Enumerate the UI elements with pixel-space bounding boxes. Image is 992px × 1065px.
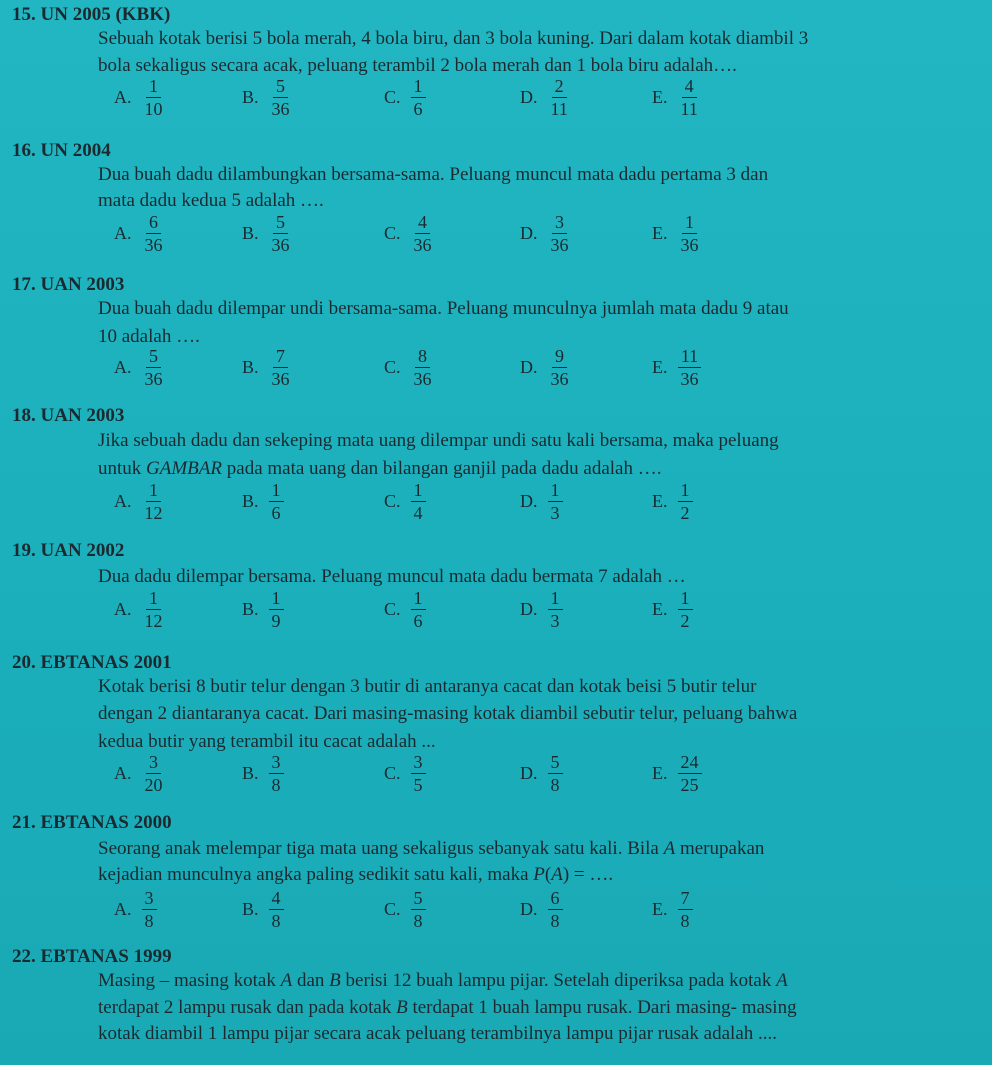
option-letter: B. <box>242 223 259 243</box>
fraction-denominator: 12 <box>144 611 163 631</box>
fraction-denominator: 6 <box>413 99 423 119</box>
question-21-options <box>0 888 992 948</box>
option-letter: D. <box>520 899 538 919</box>
question-22-text-line-3: kotak diambil 1 lampu pijar secara acak peluang terambilnya lampu pijar rusak adalah .... <box>98 1023 777 1044</box>
option-fraction <box>411 480 426 523</box>
fraction-numerator: 2 <box>552 76 567 98</box>
question-15-heading: 15. UN 2005 (KBK) <box>12 4 171 25</box>
option-fraction <box>269 76 293 119</box>
option-letter: E. <box>652 87 668 107</box>
answer-option <box>520 888 563 931</box>
question-17-heading: 17. UAN 2003 <box>12 274 125 295</box>
question-18-options <box>0 480 992 540</box>
fraction-numerator: 5 <box>273 76 288 98</box>
option-letter: A. <box>114 899 132 919</box>
answer-option <box>242 752 284 795</box>
question-17-text-line-2: 10 adalah …. <box>98 326 200 347</box>
answer-option <box>520 212 572 255</box>
option-fraction <box>142 76 166 119</box>
answer-option <box>520 480 563 523</box>
fraction-numerator: 1 <box>548 480 563 502</box>
answer-option <box>652 888 693 931</box>
fraction-denominator: 4 <box>413 503 423 523</box>
option-fraction <box>142 480 166 523</box>
option-letter: C. <box>384 899 401 919</box>
fraction-numerator: 1 <box>269 480 284 502</box>
fraction-denominator: 20 <box>144 775 163 795</box>
fraction-numerator: 1 <box>146 588 161 610</box>
answer-option <box>114 752 166 795</box>
fraction-denominator: 8 <box>271 775 281 795</box>
answer-option <box>520 752 563 795</box>
option-fraction <box>269 888 284 931</box>
option-letter: D. <box>520 599 538 619</box>
fraction-denominator: 8 <box>550 775 560 795</box>
fraction-denominator: 8 <box>144 911 154 931</box>
fraction-denominator: 36 <box>144 369 163 389</box>
option-letter: B. <box>242 491 259 511</box>
question-19-options <box>0 588 992 648</box>
fraction-numerator: 1 <box>548 588 563 610</box>
fraction-denominator: 36 <box>271 99 290 119</box>
answer-option <box>242 76 293 119</box>
option-letter: A. <box>114 357 132 377</box>
option-letter: C. <box>384 599 401 619</box>
answer-option <box>652 346 702 389</box>
question-19-heading: 19. UAN 2002 <box>12 540 125 561</box>
answer-option <box>520 588 563 631</box>
option-letter: C. <box>384 223 401 243</box>
answer-option <box>652 752 702 795</box>
question-18-text-line-1: Jika sebuah dadu dan sekeping mata uang dilempar undi satu kali bersama, maka peluang <box>98 430 779 451</box>
option-fraction <box>678 480 693 523</box>
option-fraction <box>678 346 702 389</box>
option-letter: B. <box>242 87 259 107</box>
option-fraction <box>269 212 293 255</box>
fraction-numerator: 3 <box>146 752 161 774</box>
fraction-numerator: 4 <box>269 888 284 910</box>
fraction-denominator: 2 <box>680 611 690 631</box>
option-letter: C. <box>384 763 401 783</box>
answer-option <box>114 588 166 631</box>
fraction-numerator: 11 <box>678 346 701 368</box>
option-fraction <box>678 752 702 795</box>
answer-option <box>384 480 426 523</box>
option-letter: E. <box>652 491 668 511</box>
question-20-text-line-2: dengan 2 diantaranya cacat. Dari masing-masing kotak diambil sebutir telur, peluang bahwa <box>98 703 798 724</box>
fraction-numerator: 3 <box>142 888 157 910</box>
question-21-text-line-1: Seorang anak melempar tiga mata uang sekaligus sebanyak satu kali. Bila A merupakan <box>98 838 765 859</box>
option-letter: B. <box>242 763 259 783</box>
option-letter: D. <box>520 357 538 377</box>
answer-option <box>114 346 166 389</box>
question-20-text-line-3: kedua butir yang terambil itu cacat adalah ... <box>98 731 436 752</box>
option-fraction <box>548 480 563 523</box>
fraction-numerator: 3 <box>411 752 426 774</box>
question-18-text-line-2: untuk GAMBAR pada mata uang dan bilangan ganjil pada dadu adalah …. <box>98 458 662 479</box>
fraction-numerator: 4 <box>415 212 430 234</box>
answer-option <box>520 76 571 119</box>
fraction-denominator: 36 <box>413 369 432 389</box>
question-21-text-line-2: kejadian munculnya angka paling sedikit satu kali, maka P(A) = …. <box>98 864 614 885</box>
question-18-heading: 18. UAN 2003 <box>12 405 125 426</box>
fraction-numerator: 3 <box>269 752 284 774</box>
question-16-text-line-2: mata dadu kedua 5 adalah …. <box>98 190 324 211</box>
option-fraction <box>142 588 166 631</box>
fraction-denominator: 36 <box>144 235 163 255</box>
option-letter: B. <box>242 357 259 377</box>
option-fraction <box>142 752 166 795</box>
question-16-options <box>0 212 992 272</box>
fraction-numerator: 9 <box>552 346 567 368</box>
option-fraction <box>269 752 284 795</box>
fraction-denominator: 36 <box>550 369 569 389</box>
fraction-denominator: 10 <box>144 99 163 119</box>
fraction-denominator: 9 <box>271 611 281 631</box>
answer-option <box>242 888 284 931</box>
option-fraction <box>411 76 426 119</box>
option-fraction <box>411 346 435 389</box>
option-letter: E. <box>652 763 668 783</box>
option-letter: A. <box>114 223 132 243</box>
fraction-denominator: 36 <box>680 235 699 255</box>
fraction-numerator: 7 <box>678 888 693 910</box>
option-letter: C. <box>384 357 401 377</box>
fraction-denominator: 25 <box>680 775 699 795</box>
fraction-denominator: 3 <box>550 611 560 631</box>
question-15-text-line-2: bola sekaligus secara acak, peluang terambil 2 bola merah dan 1 bola biru adalah…. <box>98 55 737 76</box>
option-fraction <box>548 346 572 389</box>
option-fraction <box>411 588 426 631</box>
fraction-denominator: 36 <box>413 235 432 255</box>
answer-option <box>114 76 166 119</box>
option-fraction <box>548 752 563 795</box>
question-20-heading: 20. EBTANAS 2001 <box>12 652 172 673</box>
fraction-denominator: 2 <box>680 503 690 523</box>
option-letter: C. <box>384 491 401 511</box>
fraction-numerator: 1 <box>682 212 697 234</box>
fraction-numerator: 1 <box>678 588 693 610</box>
option-fraction <box>678 212 702 255</box>
answer-option <box>384 76 426 119</box>
question-16-heading: 16. UN 2004 <box>12 140 111 161</box>
answer-option <box>242 480 284 523</box>
option-fraction <box>142 888 157 931</box>
fraction-numerator: 4 <box>682 76 697 98</box>
fraction-numerator: 1 <box>678 480 693 502</box>
option-letter: A. <box>114 599 132 619</box>
fraction-numerator: 5 <box>273 212 288 234</box>
fraction-numerator: 24 <box>678 752 702 774</box>
question-21-heading: 21. EBTANAS 2000 <box>12 812 172 833</box>
option-letter: E. <box>652 599 668 619</box>
fraction-denominator: 11 <box>550 99 568 119</box>
answer-option <box>242 212 293 255</box>
option-fraction <box>142 212 166 255</box>
option-fraction <box>548 212 572 255</box>
answer-option <box>384 888 426 931</box>
fraction-denominator: 12 <box>144 503 163 523</box>
question-22-text-line-1: Masing – masing kotak A dan B berisi 12 buah lampu pijar. Setelah diperiksa pada kotak A <box>98 970 788 991</box>
answer-option <box>520 346 572 389</box>
question-22-text-line-2: terdapat 2 lampu rusak dan pada kotak B terdapat 1 buah lampu rusak. Dari masing- masing <box>98 997 797 1018</box>
fraction-numerator: 1 <box>146 480 161 502</box>
option-letter: B. <box>242 599 259 619</box>
answer-option <box>652 588 693 631</box>
answer-option <box>242 588 284 631</box>
question-17-options <box>0 346 992 406</box>
option-letter: D. <box>520 763 538 783</box>
option-fraction <box>411 212 435 255</box>
answer-option <box>114 888 157 931</box>
question-15-options <box>0 76 992 136</box>
option-fraction <box>411 752 426 795</box>
question-17-text-line-1: Dua buah dadu dilempar undi bersama-sama. Peluang munculnya jumlah mata dadu 9 atau <box>98 298 789 319</box>
option-letter: E. <box>652 223 668 243</box>
fraction-numerator: 5 <box>548 752 563 774</box>
fraction-denominator: 8 <box>271 911 281 931</box>
fraction-denominator: 8 <box>680 911 690 931</box>
fraction-numerator: 1 <box>269 588 284 610</box>
option-letter: B. <box>242 899 259 919</box>
answer-option <box>242 346 293 389</box>
fraction-denominator: 36 <box>550 235 569 255</box>
option-fraction <box>411 888 426 931</box>
fraction-denominator: 5 <box>413 775 423 795</box>
option-fraction <box>548 588 563 631</box>
fraction-numerator: 8 <box>415 346 430 368</box>
fraction-denominator: 8 <box>413 911 423 931</box>
answer-option <box>384 752 426 795</box>
option-fraction <box>548 888 563 931</box>
fraction-denominator: 8 <box>550 911 560 931</box>
answer-option <box>114 480 166 523</box>
answer-option <box>114 212 166 255</box>
fraction-numerator: 7 <box>273 346 288 368</box>
option-letter: D. <box>520 491 538 511</box>
question-19-text-line-1: Dua dadu dilempar bersama. Peluang muncul mata dadu bermata 7 adalah … <box>98 566 686 587</box>
fraction-numerator: 1 <box>411 480 426 502</box>
option-fraction <box>678 76 701 119</box>
fraction-numerator: 5 <box>411 888 426 910</box>
option-fraction <box>548 76 571 119</box>
option-fraction <box>678 588 693 631</box>
fraction-numerator: 1 <box>411 76 426 98</box>
answer-option <box>384 588 426 631</box>
option-fraction <box>678 888 693 931</box>
fraction-numerator: 3 <box>552 212 567 234</box>
option-letter: C. <box>384 87 401 107</box>
option-letter: D. <box>520 223 538 243</box>
option-fraction <box>142 346 166 389</box>
fraction-numerator: 6 <box>146 212 161 234</box>
question-20-text-line-1: Kotak berisi 8 butir telur dengan 3 butir di antaranya cacat dan kotak beisi 5 butir telur <box>98 676 757 697</box>
answer-option <box>652 480 693 523</box>
fraction-denominator: 6 <box>271 503 281 523</box>
answer-option <box>652 212 702 255</box>
answer-option <box>384 212 435 255</box>
option-letter: D. <box>520 87 538 107</box>
fraction-denominator: 36 <box>680 369 699 389</box>
fraction-denominator: 36 <box>271 235 290 255</box>
fraction-denominator: 6 <box>413 611 423 631</box>
question-15-text-line-1: Sebuah kotak berisi 5 bola merah, 4 bola biru, dan 3 bola kuning. Dari dalam kotak diambil 3 <box>98 28 809 49</box>
option-letter: E. <box>652 899 668 919</box>
option-letter: A. <box>114 491 132 511</box>
fraction-numerator: 1 <box>146 76 161 98</box>
fraction-denominator: 36 <box>271 369 290 389</box>
option-letter: E. <box>652 357 668 377</box>
option-fraction <box>269 588 284 631</box>
fraction-numerator: 5 <box>146 346 161 368</box>
option-fraction <box>269 480 284 523</box>
question-16-text-line-1: Dua buah dadu dilambungkan bersama-sama. Peluang muncul mata dadu pertama 3 dan <box>98 164 769 185</box>
answer-option <box>652 76 701 119</box>
question-22-heading: 22. EBTANAS 1999 <box>12 946 172 967</box>
fraction-numerator: 6 <box>548 888 563 910</box>
option-letter: A. <box>114 87 132 107</box>
answer-option <box>384 346 435 389</box>
fraction-denominator: 3 <box>550 503 560 523</box>
option-letter: A. <box>114 763 132 783</box>
question-20-options <box>0 752 992 812</box>
option-fraction <box>269 346 293 389</box>
fraction-denominator: 11 <box>680 99 698 119</box>
fraction-numerator: 1 <box>411 588 426 610</box>
